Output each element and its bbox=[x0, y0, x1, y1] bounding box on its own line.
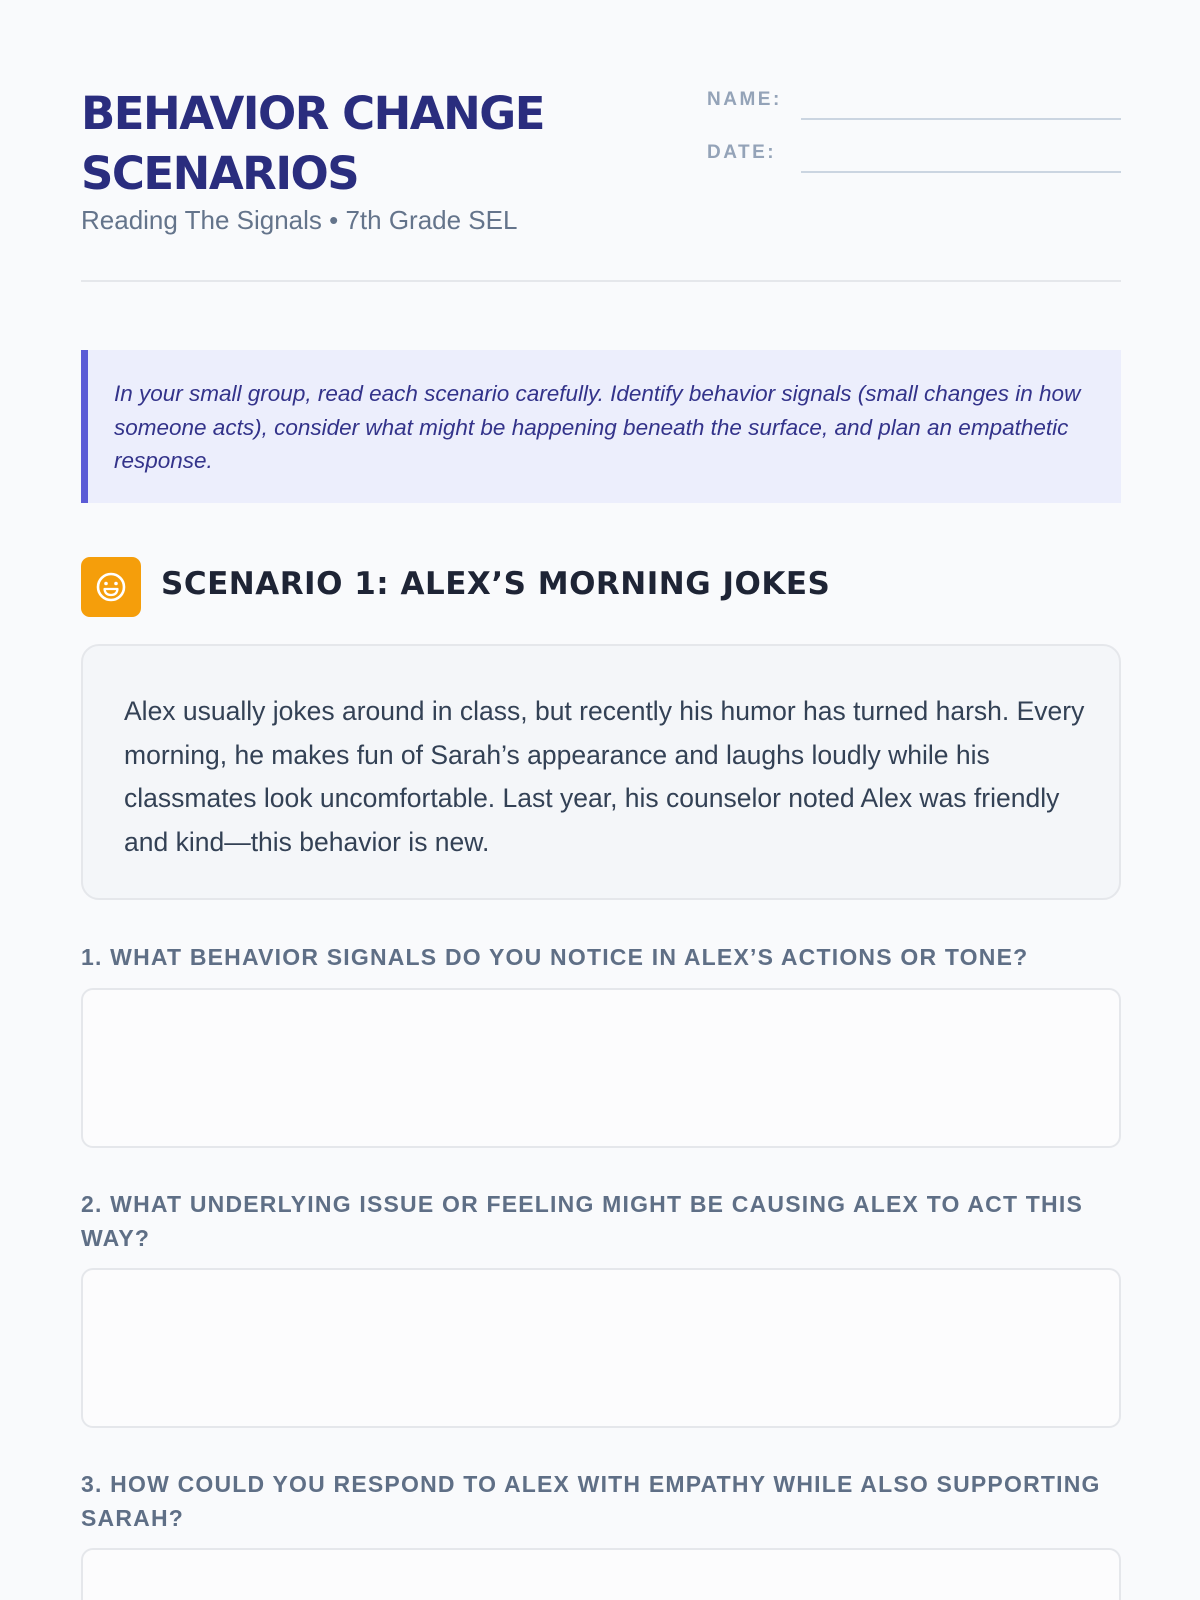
name-label: NAME: bbox=[707, 89, 782, 110]
question-1-label: 1. WHAT BEHAVIOR SIGNALS DO YOU NOTICE IN ALEX’S ACTIONS OR TONE? bbox=[81, 944, 1029, 970]
question-1-answer-box[interactable] bbox=[81, 988, 1121, 1148]
scenario-description: Alex usually jokes around in class, but recently his humor has turned harsh. Every morning, he makes fun of Sarah’s appearance and laughs loudly while his classmates look uncomfortable. Last year, his counselor noted Alex was friendly and kind—this behavior is new. bbox=[81, 644, 1121, 900]
instructions-callout: In your small group, read each scenario carefully. Identify behavior signals (small changes in how someone acts), consider what might be happening beneath the surface, and plan an empathetic response. bbox=[81, 350, 1121, 503]
smiley-face-icon bbox=[81, 557, 141, 617]
scenario-title: SCENARIO 1: ALEX’S MORNING JOKES bbox=[161, 566, 831, 602]
question-2-label: 2. WHAT UNDERLYING ISSUE OR FEELING MIGHT BE CAUSING ALEX TO ACT THIS WAY? bbox=[81, 1191, 1084, 1251]
date-label: DATE: bbox=[707, 142, 777, 163]
question-2-answer-box[interactable] bbox=[81, 1268, 1121, 1428]
name-field[interactable] bbox=[801, 118, 1121, 120]
name-row bbox=[707, 84, 1121, 137]
student-info bbox=[707, 84, 1121, 190]
worksheet-page bbox=[81, 0, 1121, 1531]
question-3-answer-box[interactable] bbox=[81, 1548, 1121, 1600]
scenario-header bbox=[81, 557, 1121, 617]
page-title: BEHAVIOR CHANGE SCENARIOS bbox=[81, 87, 544, 200]
date-row bbox=[707, 137, 1121, 190]
page-subtitle: Reading The Signals • 7th Grade SEL bbox=[81, 205, 518, 235]
worksheet-header bbox=[81, 0, 1121, 282]
date-field[interactable] bbox=[801, 171, 1121, 173]
question-3-label: 3. HOW COULD YOU RESPOND TO ALEX WITH EMPATHY WHILE ALSO SUPPORTING SARAH? bbox=[81, 1471, 1101, 1531]
